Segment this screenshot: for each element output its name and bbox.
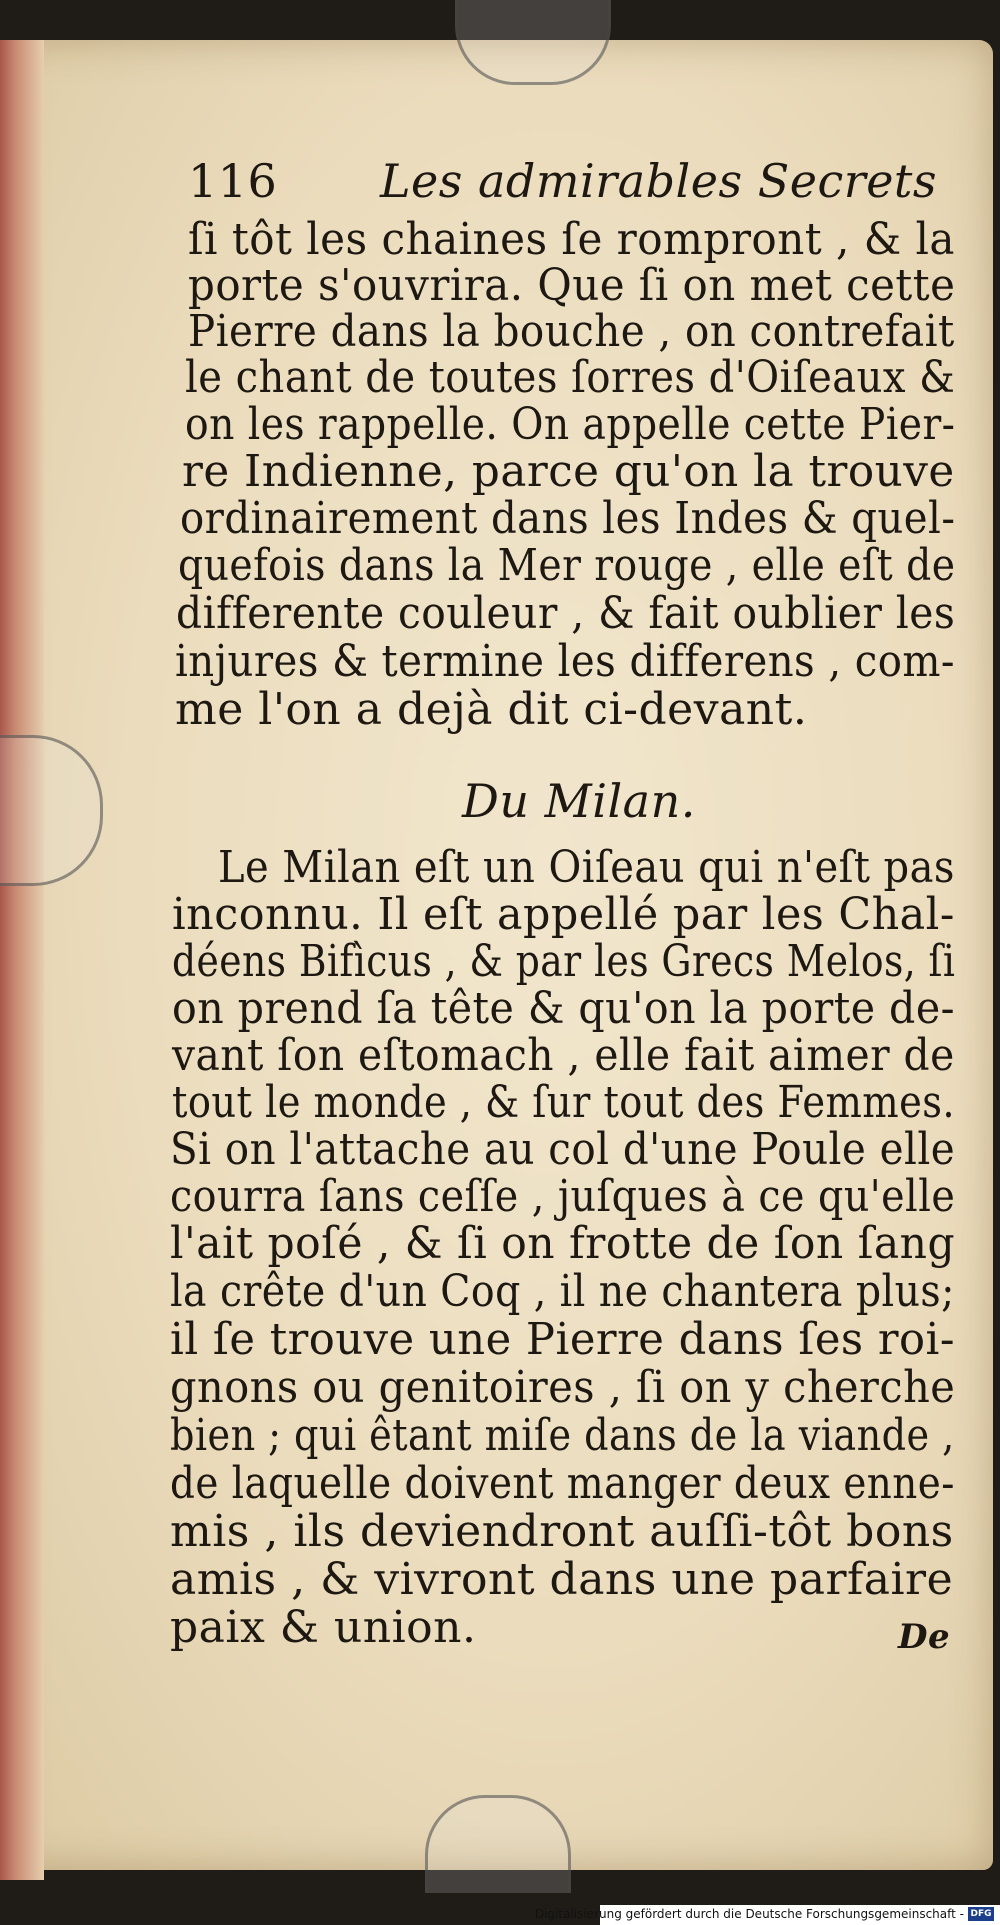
text-line: l'ait poſé , & ſi on frotte de ſon ſang <box>170 1218 956 1269</box>
text-line: tout le monde , & ſur tout des Femmes. <box>172 1077 956 1128</box>
text-line: quefois dans la Mer rouge , elle eſt de <box>178 540 956 591</box>
catchword: De <box>898 1617 951 1657</box>
text-line: on prend ſa tête & qu'on la porte de- <box>172 983 955 1034</box>
clamp-top <box>455 0 611 85</box>
text-line: la crête d'un Coq , il ne chantera plus; <box>170 1266 955 1317</box>
text-line: inconnu. Il eſt appellé par les Chal- <box>172 889 955 940</box>
text-line: Si on l'attache au col d'une Poule elle <box>170 1124 956 1175</box>
text-line: de laquelle doivent manger deux enne- <box>170 1458 955 1509</box>
text-line: Pierre dans la bouche , on contrefait <box>188 306 955 357</box>
dfg-logo-icon: DFG <box>968 1907 994 1921</box>
text-line: porte s'ouvrira. Que ſi on met cette <box>188 260 956 311</box>
funding-credit: Digitalisierung gefördert durch die Deutsche Forschungsgemeinschaft - <box>534 1907 964 1921</box>
text-line: courra ſans ceſſe , juſques à ce qu'elle <box>170 1171 956 1222</box>
text-line: injures & termine les differens , com- <box>175 636 955 687</box>
text-line: gnons ou genitoires , ſi on y cherche <box>170 1362 956 1413</box>
text-line: mis , ils deviendront auſſi-tôt bons <box>170 1506 954 1557</box>
text-line: le chant de toutes ſorres d'Oiſeaux & <box>185 352 956 403</box>
running-title: Les admirables Secrets <box>380 154 938 208</box>
section-title: Du Milan. <box>462 774 696 828</box>
text-line: amis , & vivront dans une parfaire <box>170 1554 954 1605</box>
text-line: differente couleur , & fait oublier les <box>176 588 956 639</box>
text-line: vant ſon eſtomach , elle fait aimer de <box>172 1030 955 1081</box>
text-line: Le Milan eſt un Oiſeau qui n'eſt pas <box>218 842 955 893</box>
text-line: ordinairement dans les Indes & quel- <box>180 493 956 544</box>
text-line: bien ; qui êtant miſe dans de la viande , <box>170 1410 955 1461</box>
text-line: on les rappelle. On appelle cette Pier- <box>185 399 956 450</box>
text-line: re Indienne, parce qu'on la trouve <box>182 446 955 497</box>
text-line: déens Bifìcus , & par les Grecs Melos, ſi <box>172 936 956 987</box>
text-line: ſi tôt les chaines ſe rompront , & la <box>188 214 955 265</box>
text-line: paix & union. <box>170 1602 477 1653</box>
clamp-bottom <box>425 1795 571 1893</box>
page-number: 116 <box>188 154 278 208</box>
text-line: il ſe trouve une Pierre dans ſes roi- <box>170 1314 955 1365</box>
text-line: me l'on a dejà dit ci-devant. <box>175 684 808 735</box>
book-spine-edge <box>0 40 44 1880</box>
